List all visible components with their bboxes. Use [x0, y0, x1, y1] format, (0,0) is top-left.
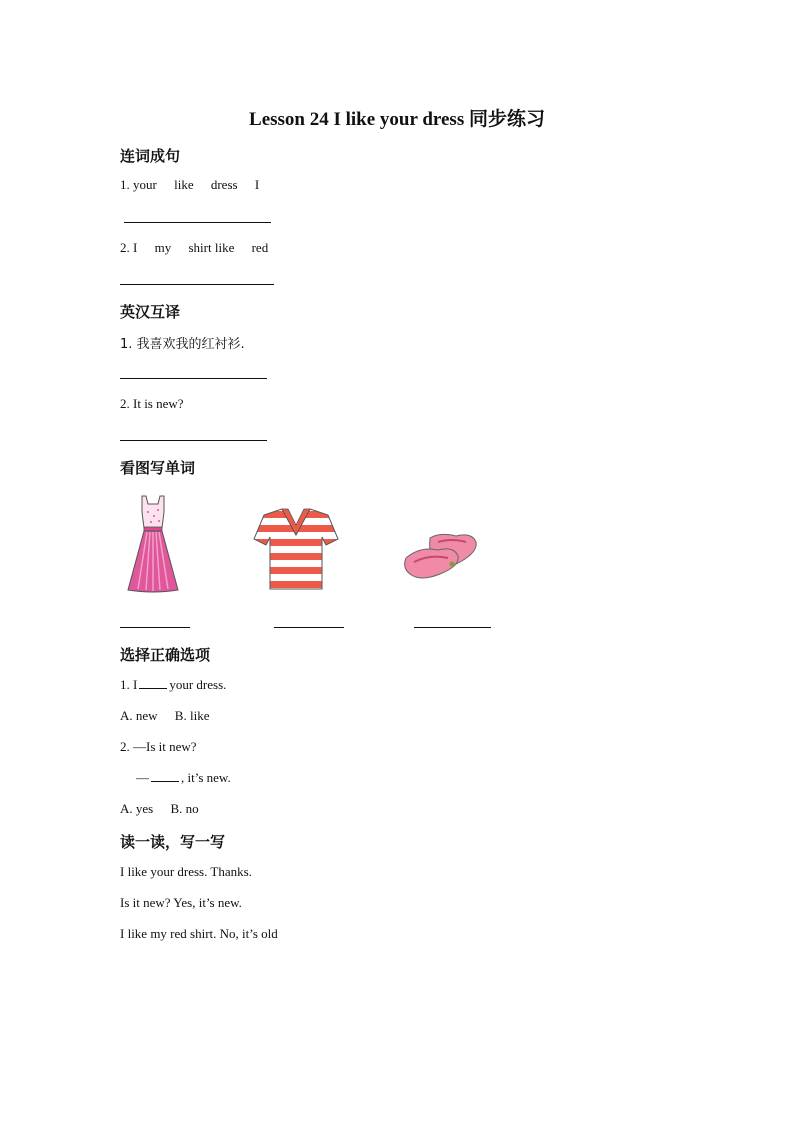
- option-a[interactable]: A. yes: [120, 801, 154, 816]
- section-heading-picture-words: 看图写单词: [120, 461, 196, 477]
- word: your: [133, 177, 157, 192]
- answer-line[interactable]: [120, 284, 274, 285]
- choice-options-2: [120, 801, 199, 817]
- page-title: Lesson 24 I like your dress 同步练习: [249, 109, 545, 130]
- dress-picture: [118, 492, 188, 594]
- choice-question-2: 2. —Is it new?: [120, 739, 197, 754]
- shoes-picture: [400, 528, 480, 584]
- choice-options-1: [120, 708, 209, 724]
- section-heading-read-write: 读一读，写一写: [120, 835, 226, 851]
- fill-blank[interactable]: [151, 771, 179, 782]
- answer-line[interactable]: [124, 222, 271, 223]
- answer-line[interactable]: [120, 440, 267, 441]
- answer-line[interactable]: [120, 627, 190, 628]
- answer-line[interactable]: [274, 627, 344, 628]
- translate-question-2: 2. It is new?: [120, 396, 184, 411]
- translate-question-1: 1. 我喜欢我的红衬衫.: [120, 337, 245, 352]
- word: I: [254, 177, 260, 192]
- choice-question-1: 1. I your dress.: [120, 677, 227, 692]
- reading-line: I like my red shirt. No, it’s old: [120, 926, 278, 941]
- word: dress: [210, 177, 238, 192]
- word: like: [174, 177, 194, 192]
- answer-line[interactable]: [414, 627, 491, 628]
- section-heading-translate: 英汉互译: [120, 305, 181, 321]
- word: red: [251, 240, 269, 255]
- reorder-question-2: [120, 240, 268, 256]
- question-number: 1.: [120, 177, 130, 192]
- shirt-picture: [252, 505, 340, 593]
- reading-line: I like your dress. Thanks.: [120, 864, 252, 879]
- choice-question-2-reply: — , it’s new.: [136, 770, 231, 785]
- option-b[interactable]: B. like: [174, 708, 210, 723]
- answer-line[interactable]: [120, 378, 267, 379]
- reorder-question-1: [120, 177, 259, 193]
- fill-blank[interactable]: [139, 678, 167, 689]
- word: I: [133, 240, 138, 255]
- word: my: [154, 240, 172, 255]
- question-number: 2.: [120, 240, 130, 255]
- option-a[interactable]: A. new: [120, 708, 158, 723]
- word: shirt: [188, 240, 212, 255]
- section-heading-reorder: 连词成句: [120, 149, 181, 165]
- reading-line: Is it new? Yes, it’s new.: [120, 895, 242, 910]
- word: like: [214, 240, 235, 255]
- section-heading-choose: 选择正确选项: [120, 648, 211, 664]
- option-b[interactable]: B. no: [170, 801, 199, 816]
